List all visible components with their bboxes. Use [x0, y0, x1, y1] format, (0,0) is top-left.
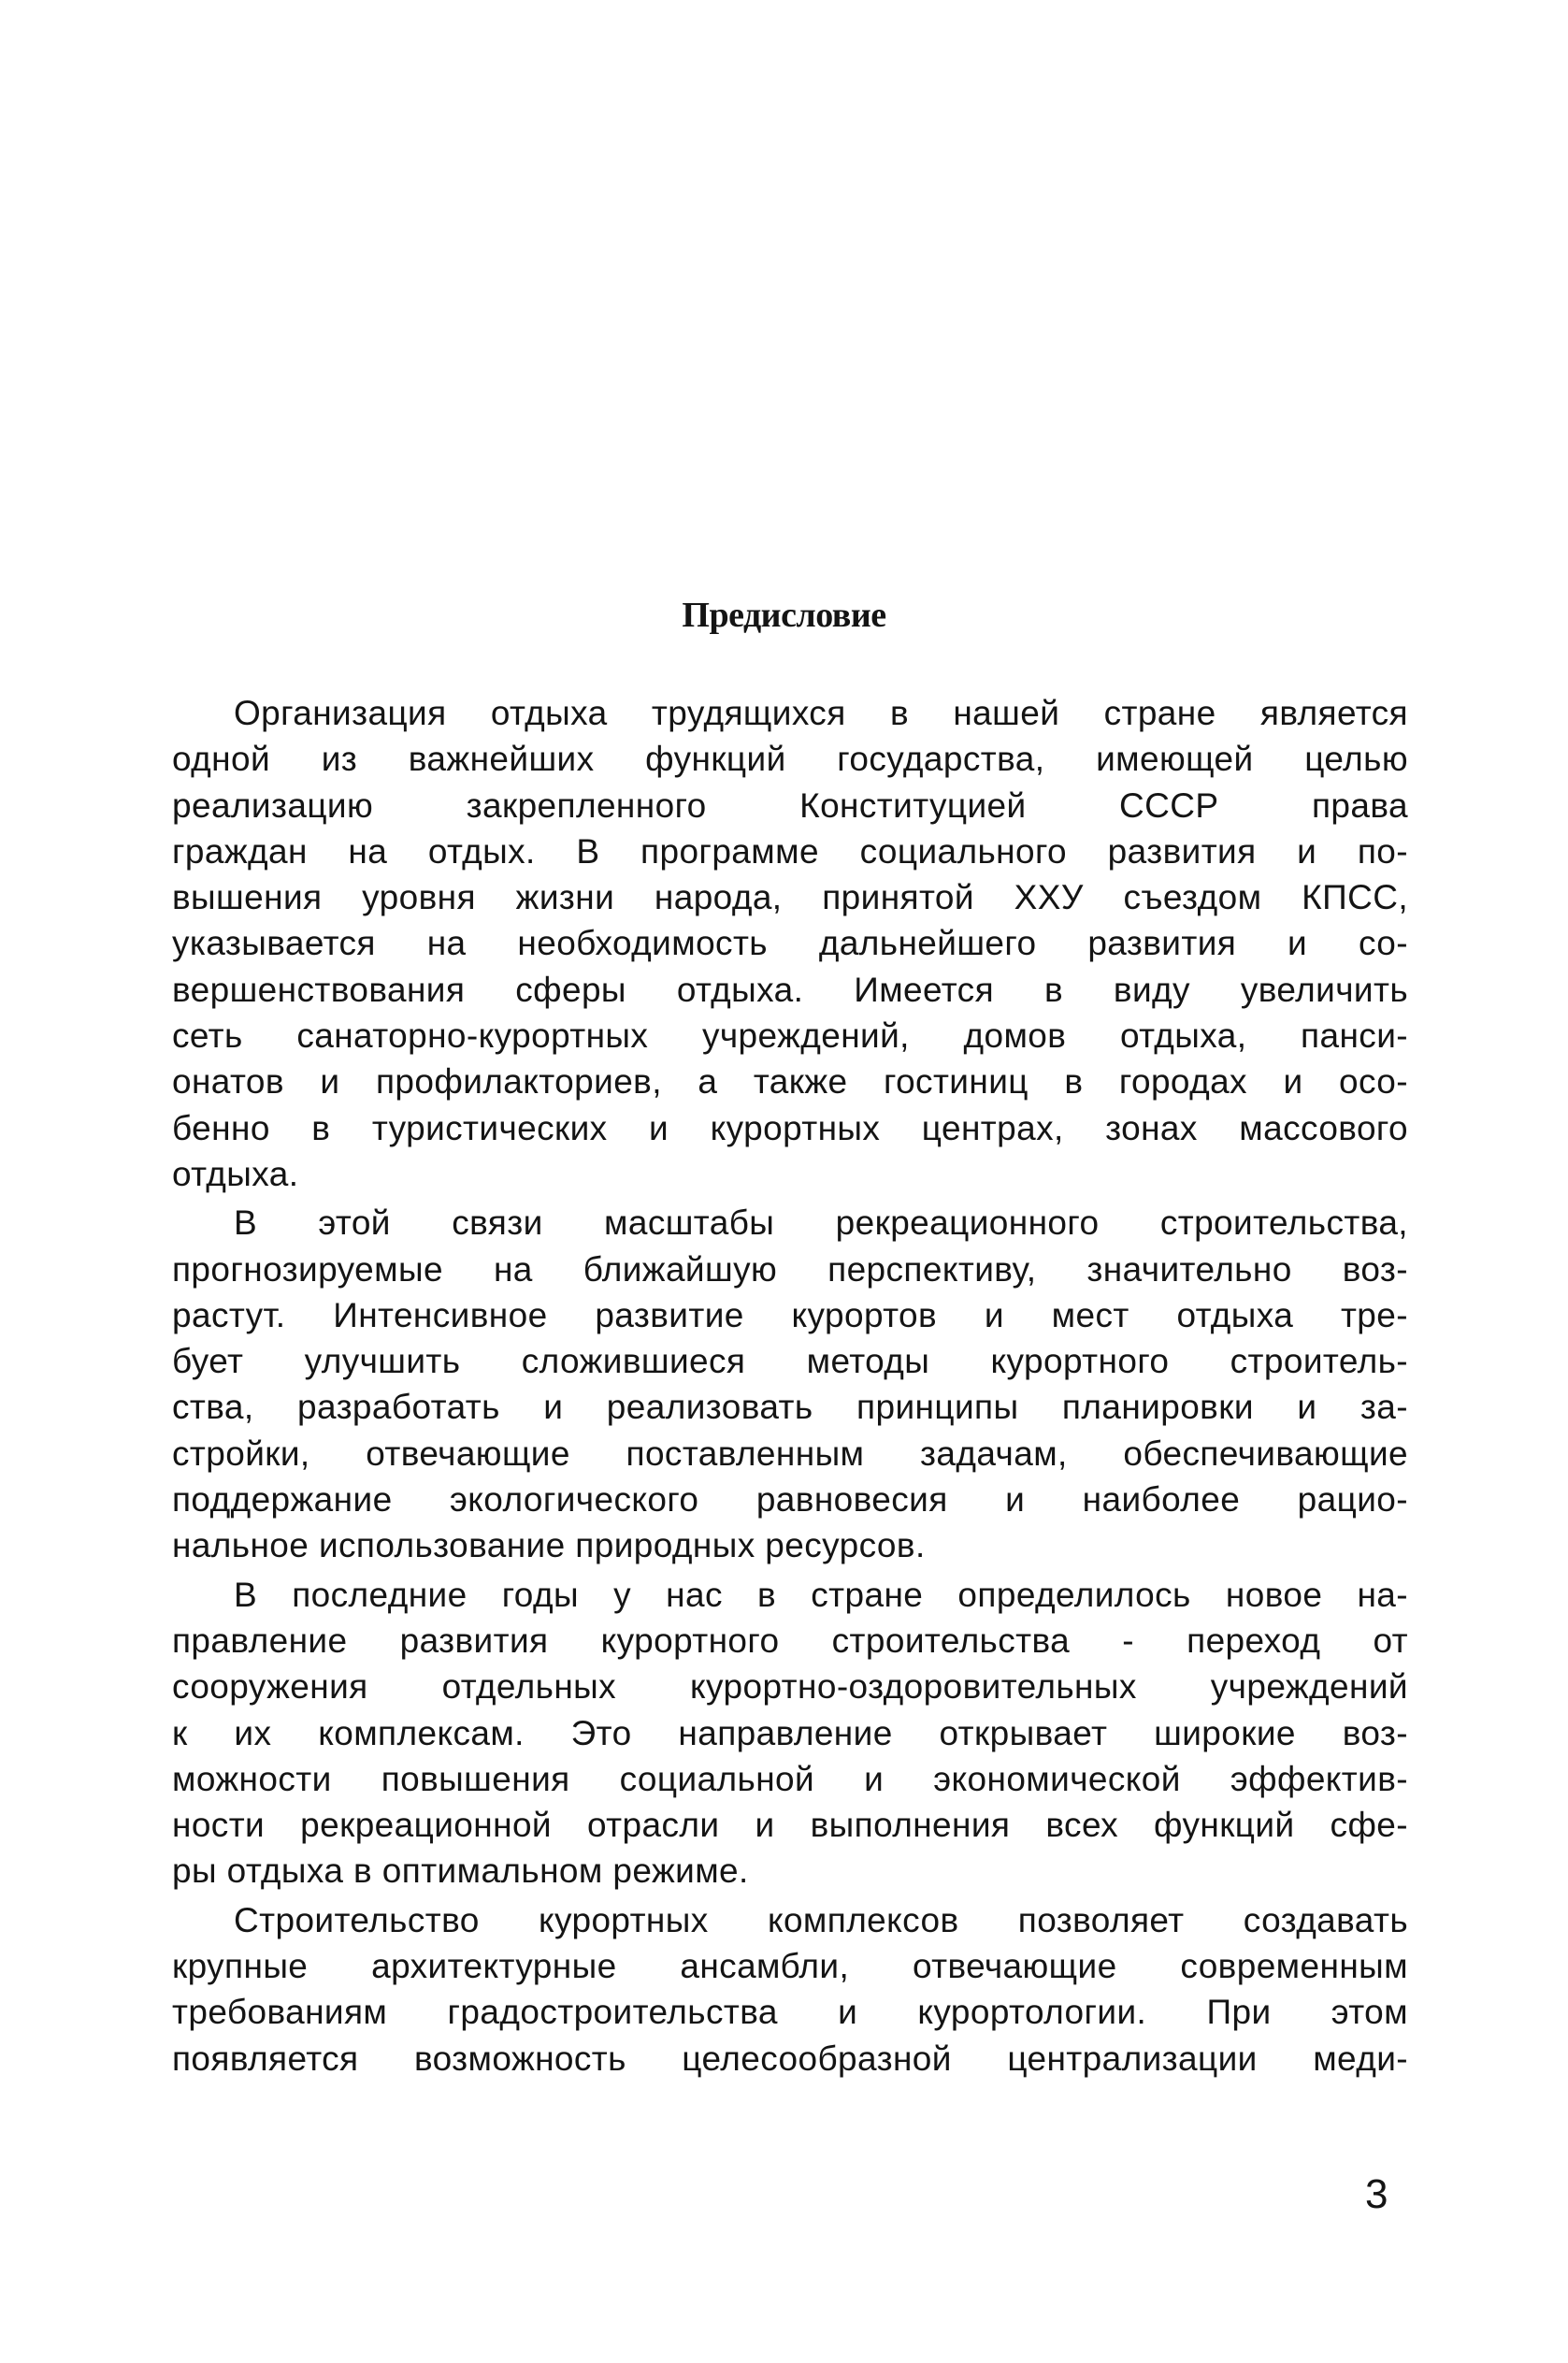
text-line: появляется возможность целесообразной централизации меди- — [172, 2039, 1408, 2078]
text-line: ры отдыха в оптимальном режиме. — [172, 1851, 749, 1891]
page-title: Предисловие — [682, 596, 886, 635]
text-line: растут. Интенсивное развитие курортов и мест отдыха тре- — [172, 1295, 1408, 1334]
paragraph-3 — [172, 1572, 1408, 1895]
text-line: одной из важнейших функций государства, имеющей целью — [172, 740, 1408, 779]
text-line: к их комплексам. Это направление открывает широкие воз- — [172, 1713, 1408, 1752]
text-line: бенно в туристических и курортных центрах, зонах массового — [172, 1108, 1408, 1147]
text-line: ства, разработать и реализовать принципы планировки и за- — [172, 1388, 1408, 1427]
text-line: В этой связи масштабы рекреационного строительства, — [234, 1203, 1408, 1243]
page-number: 3 — [1365, 2171, 1388, 2217]
text-line: поддержание экологического равновесия и наиболее рацио- — [172, 1480, 1408, 1520]
text-line: можности повышения социальной и экономической эффектив- — [172, 1759, 1408, 1798]
text-line: прогнозируемые на ближайшую перспективу, значительно воз- — [172, 1249, 1408, 1289]
text-line: нальное использование природных ресурсов. — [172, 1526, 926, 1565]
text-line: вершенствования сферы отдыха. Имеется в виду увеличить — [172, 970, 1408, 1009]
text-line: В последние годы у нас в стране определилось новое на- — [234, 1575, 1408, 1614]
text-line: требованиям градостроительства и курортологии. При этом — [172, 1993, 1408, 2032]
text-line: стройки, отвечающие поставленным задачам, обеспечивающие — [172, 1434, 1408, 1473]
text-line: сооружения отдельных курортно-оздоровительных учреждений — [172, 1667, 1408, 1707]
text-line: реализацию закрепленного Конституцией СССР права — [172, 785, 1408, 825]
paragraph-1 — [172, 690, 1408, 1197]
text-line: правление развития курортного строительства - переход от — [172, 1621, 1408, 1660]
text-line: ности рекреационной отрасли и выполнения всех функций сфе- — [172, 1806, 1408, 1845]
text-line: крупные архитектурные ансамбли, отвечающие современным — [172, 1947, 1408, 1986]
text-line: сеть санаторно-курортных учреждений, домов отдыха, панси- — [172, 1016, 1408, 1056]
text-line: Строительство курортных комплексов позволяет создавать — [234, 1900, 1408, 1939]
text-line: вышения уровня жизни народа, принятой ХХУ съездом КПСС, — [172, 878, 1408, 917]
paragraph-4 — [172, 1897, 1408, 2082]
text-line: бует улучшить сложившиеся методы курортного строитель- — [172, 1342, 1408, 1381]
body-text — [172, 690, 1408, 2082]
text-line: граждан на отдых. В программе социального развития и по- — [172, 831, 1408, 871]
text-line: Организация отдыха трудящихся в нашей стране является — [234, 694, 1408, 732]
text-line: указывается на необходимость дальнейшего развития и со- — [172, 924, 1408, 963]
text-line: онатов и профилакториев, а также гостиниц в городах и осо- — [172, 1062, 1408, 1102]
text-line: отдыха. — [172, 1154, 299, 1193]
paragraph-2 — [172, 1200, 1408, 1568]
